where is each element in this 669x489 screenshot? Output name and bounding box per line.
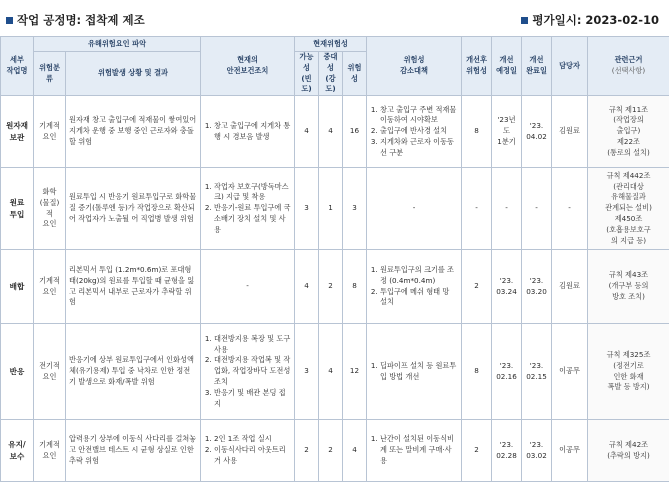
likelihood-cell: 3 [295, 168, 319, 250]
risk-cell: 8 [343, 250, 367, 324]
col-reference [588, 37, 669, 96]
col-risk: 위험성 [343, 52, 367, 96]
hazard-type-cell: 기계적 요인 [34, 250, 66, 324]
manager-cell: 김원료 [552, 250, 588, 324]
reference-cell: 규칙 제442조 (관리대상 유해물질과 관계되는 설비) 제450조 (호흡용보호구 의 지급 등) [588, 168, 669, 250]
completion-date-cell: '23. 03.20 [522, 250, 552, 324]
reference-cell: 규칙 제43조 (개구부 등의 방호 조치) [588, 250, 669, 324]
reference-subtitle: (선택사항) [611, 66, 646, 76]
list-item: 1. 2인 1조 작업 실시 [214, 434, 291, 445]
work-name-cell: 반응 [1, 324, 34, 420]
current-measures-cell-list [204, 182, 291, 236]
completion-date-cell: '23. 03.02 [522, 420, 552, 482]
current-measures-cell: - [201, 250, 295, 324]
col-completion-date: 개선 완료일 [522, 37, 552, 96]
risk-assessment-table-wrap [0, 36, 669, 482]
evaluation-date [521, 12, 659, 28]
risk-cell: 4 [343, 420, 367, 482]
severity-cell: 2 [319, 250, 343, 324]
table-row [1, 324, 669, 420]
list-item: 2. 반응기-원료 투입구에 국소배기 장치 설치 및 사용 [214, 203, 291, 235]
manager-cell: 이공무 [552, 324, 588, 420]
planned-date-cell: '23. 02.16 [492, 324, 522, 420]
table-row [1, 96, 669, 168]
completion-date-cell: '23. 04.02 [522, 96, 552, 168]
col-hazard-type: 위험분류 [34, 52, 66, 96]
after-risk-cell: - [462, 168, 492, 250]
col-planned-date: 개선 예정일 [492, 37, 522, 96]
manager-cell: 김원료 [552, 96, 588, 168]
planned-date-cell: '23. 03.24 [492, 250, 522, 324]
current-measures-cell-list [204, 434, 291, 466]
col-risk-group: 현재위험성 [295, 37, 367, 52]
risk-cell: 12 [343, 324, 367, 420]
list-item: 2. 출입구에 반사경 설치 [380, 126, 458, 137]
col-manager: 담당자 [552, 37, 588, 96]
header-bar [0, 0, 669, 36]
hazard-type-cell: 기계적 요인 [34, 420, 66, 482]
likelihood-cell: 2 [295, 420, 319, 482]
hazard-type-cell: 전기적 요인 [34, 324, 66, 420]
reduction-cell [367, 420, 462, 482]
col-hazard-group: 유해위험요인 파악 [34, 37, 201, 52]
planned-date-cell: - [492, 168, 522, 250]
reduction-cell-list [370, 265, 458, 308]
list-item: 2. 투입구에 메쉬 형태 망 설치 [380, 287, 458, 309]
completion-date-cell: - [522, 168, 552, 250]
hazard-situation-cell: 원자재 창고 출입구에 적재물이 쌓여있어 지게차 운행 중 보행 중인 근로자와 충돌할 위험 [66, 96, 201, 168]
current-measures-cell [201, 96, 295, 168]
reduction-cell: - [367, 168, 462, 250]
col-hazard-situation: 위험발생 상황 및 결과 [66, 52, 201, 96]
list-item: 3. 반응기 및 배관 본딩 접지 [214, 388, 291, 410]
planned-date-cell: '23년도 1분기 [492, 96, 522, 168]
reduction-cell [367, 96, 462, 168]
likelihood-cell: 3 [295, 324, 319, 420]
list-item: 1. 원료투입구의 크기를 조정 (0.4m*0.4m) [380, 265, 458, 287]
hazard-type-cell: 화학 (물질) 적 요인 [34, 168, 66, 250]
current-measures-cell [201, 420, 295, 482]
table-body [1, 96, 669, 482]
after-risk-cell: 2 [462, 420, 492, 482]
severity-cell: 2 [319, 420, 343, 482]
completion-date-cell: '23. 02.15 [522, 324, 552, 420]
hazard-situation-cell: 반응기에 상부 원료투입구에서 인화성액체(유기용제) 투입 중 낙차로 인한 정전기 발생으로 화재/폭발 위험 [66, 324, 201, 420]
hazard-situation-cell: 원료투입 시 반응기 원료투입구로 화학물질 증기(톨루엔 등)가 작업장으로 확산되어 작업자가 노출될 어 직업병 발생 위험 [66, 168, 201, 250]
col-current-measures: 현재의 안전보건조치 [201, 37, 295, 96]
after-risk-cell: 2 [462, 250, 492, 324]
list-item: 1. 작업자 보호구(방독마스크) 지급 및 착용 [214, 182, 291, 204]
reference-cell: 규칙 제325조 (정전기로 인한 화재 폭발 등 방지) [588, 324, 669, 420]
reference-title: 관련근거 [614, 55, 643, 65]
reduction-cell-list [370, 361, 458, 383]
reference-cell: 규칙 제42조 (추락의 방지) [588, 420, 669, 482]
likelihood-cell: 4 [295, 250, 319, 324]
list-item: 1. 대전방지용 복장 및 도구 사용 [214, 334, 291, 356]
work-name-cell: 배합 [1, 250, 34, 324]
hazard-situation-cell: 압력용기 상부에 이동식 사다리를 걸쳐놓고 안전밸브 테스트 시 균형 상실로 인한 추락 위험 [66, 420, 201, 482]
list-item: 2. 대전방지용 작업복 및 작업화, 작업장바닥 도전성 조치 [214, 355, 291, 387]
current-measures-cell-list [204, 334, 291, 410]
col-work-name: 세부 작업명 [1, 37, 34, 96]
list-item: 1. 딥파이프 설치 등 원료투입 방법 개선 [380, 361, 458, 383]
work-name-cell: 원료 투입 [1, 168, 34, 250]
after-risk-cell: 8 [462, 96, 492, 168]
work-name-cell: 원자재 보관 [1, 96, 34, 168]
bullet-square-icon [6, 17, 13, 24]
reduction-cell [367, 250, 462, 324]
severity-cell: 4 [319, 96, 343, 168]
table-row [1, 250, 669, 324]
col-likelihood: 가능성 (빈도) [295, 52, 319, 96]
risk-assessment-table [0, 36, 669, 482]
planned-date-cell: '23. 02.28 [492, 420, 522, 482]
reduction-cell-list [370, 434, 458, 466]
severity-cell: 4 [319, 324, 343, 420]
current-measures-cell [201, 168, 295, 250]
manager-cell: - [552, 168, 588, 250]
hazard-type-cell: 기계적 요인 [34, 96, 66, 168]
current-measures-cell [201, 324, 295, 420]
hazard-situation-cell: 리본믹서 투입 (1.2m*0.6m)로 포대형태(20kg)의 원료를 투입할 때 균형을 잃고 리본믹서 내부로 근로자가 추락할 위험 [66, 250, 201, 324]
list-item: 1. 난간이 설치된 이동식비계 또는 말비계 구매·사용 [380, 434, 458, 466]
reduction-cell [367, 324, 462, 420]
list-item: 1. 창고 출입구 주변 적재물 이동하여 시야확보 [380, 105, 458, 127]
likelihood-cell: 4 [295, 96, 319, 168]
table-row [1, 168, 669, 250]
current-measures-cell-list [204, 121, 291, 143]
table-row [1, 420, 669, 482]
risk-cell: 16 [343, 96, 367, 168]
col-reduction: 위험성 감소대책 [367, 37, 462, 96]
risk-cell: 3 [343, 168, 367, 250]
bullet-square-icon [521, 17, 528, 24]
col-after-risk: 개선후 위험성 [462, 37, 492, 96]
process-title [6, 12, 145, 28]
reduction-cell-list [370, 105, 458, 159]
work-name-cell: 유지/ 보수 [1, 420, 34, 482]
list-item: 1. 창고 출입구에 지게차 통행 시 경보음 발생 [214, 121, 291, 143]
process-label: 작업 공정명: 접착제 제조 [17, 13, 145, 27]
list-item: 3. 지게차와 근로자 이동동선 구분 [380, 137, 458, 159]
list-item: 2. 이동식사다리 아웃트리거 사용 [214, 445, 291, 467]
reference-cell: 규칙 제11조 (작업장의 출입구) 제22조 (통로의 설치) [588, 96, 669, 168]
manager-cell: 이공무 [552, 420, 588, 482]
after-risk-cell: 8 [462, 324, 492, 420]
col-severity: 중대성 (강도) [319, 52, 343, 96]
severity-cell: 1 [319, 168, 343, 250]
date-label: 평가일시: 2023-02-10 [532, 13, 659, 27]
